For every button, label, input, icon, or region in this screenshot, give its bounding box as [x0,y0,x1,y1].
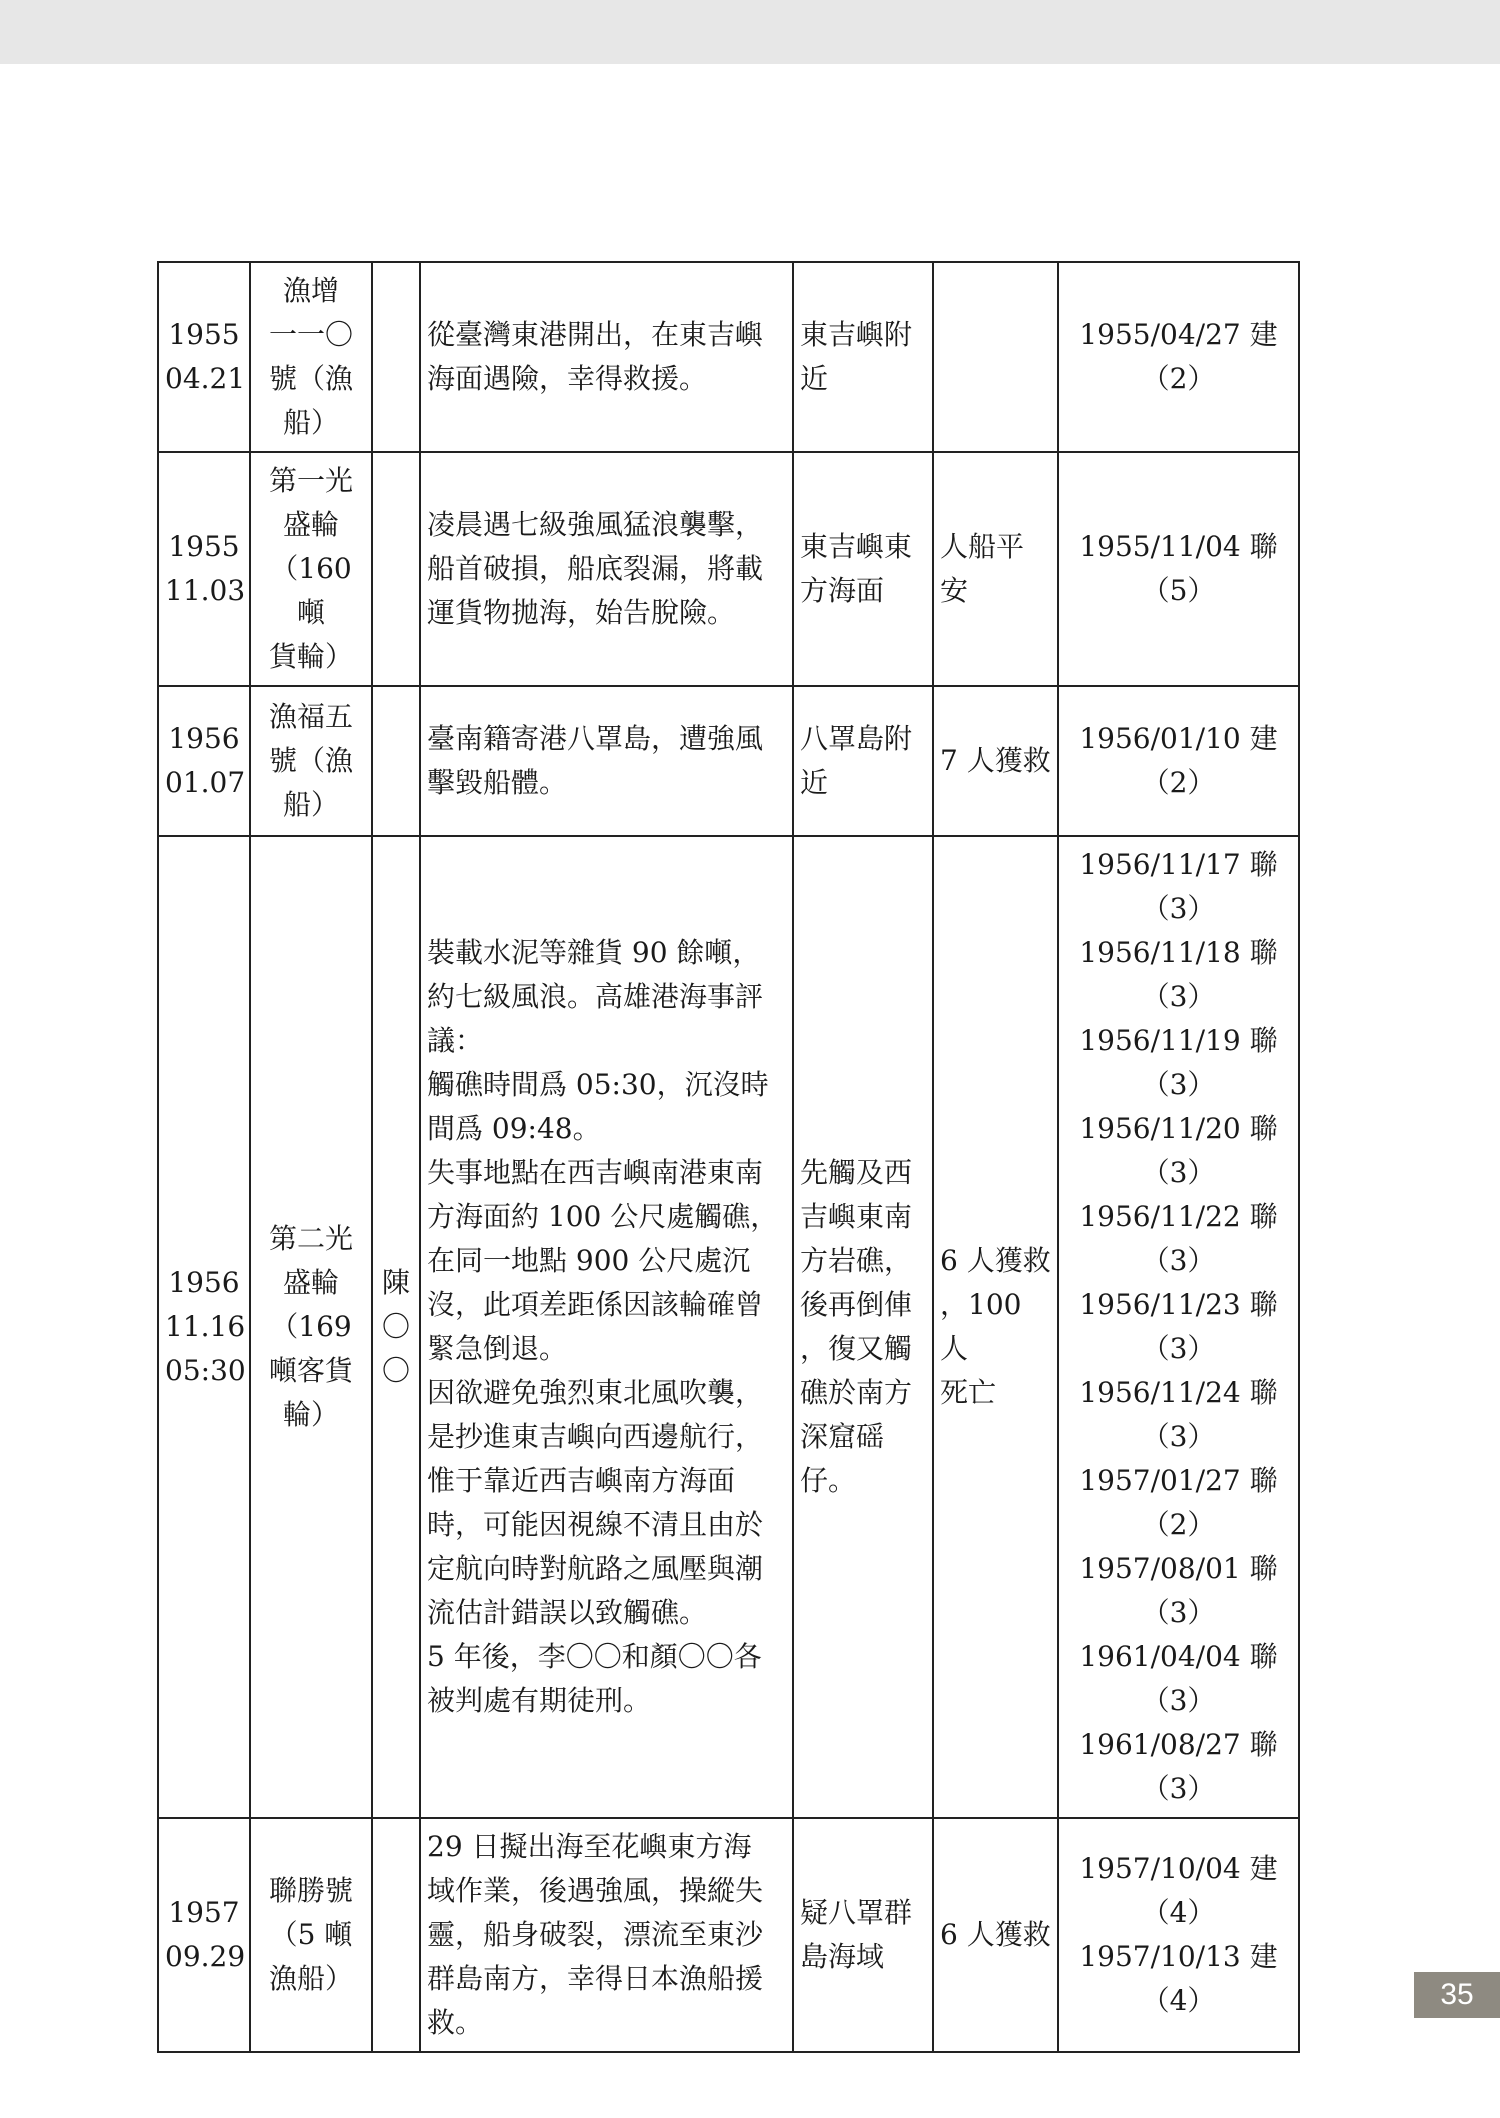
casualties-cell: 人船平 安 [933,452,1058,686]
person-cell [372,686,420,836]
location-cell: 東吉嶼東 方海面 [793,452,933,686]
ship-cell: 聯勝號 （5 噸 漁船） [250,1818,372,2052]
description-cell: 臺南籍寄港八罩島，遭強風 擊毀船體。 [420,686,793,836]
date-cell: 1957 09.29 [158,1818,250,2052]
table-row [158,686,1299,836]
location-cell: 八罩島附 近 [793,686,933,836]
description-cell: 裝載水泥等雜貨 90 餘噸， 約七級風浪。高雄港海事評 議： 觸礁時間爲 05:30，沉沒時 間爲 09:48。 失事地點在西吉嶼南港東南 方海面約 100 公尺處觸礁， 在同一地點 900 公尺處沉 沒，此項差距係因該輪確曾 緊急倒退。 因欲避免強烈東北風吹襲， 是抄進東吉嶼向西邊航行， 惟于靠近西吉嶼南方海面 時，可能因視線不清且由於 定航向時對航路之風壓與潮 流估計錯誤以致觸礁。 5 年後，李〇〇和顏〇〇各 被判處有期徒刑。 [420,836,793,1818]
ship-cell: 漁福五 號（漁 船） [250,686,372,836]
description-cell: 29 日擬出海至花嶼東方海 域作業，後遇強風，操縱失 靈，船身破裂，漂流至東沙 群島南方，幸得日本漁船援 救。 [420,1818,793,2052]
table-row [158,262,1299,452]
casualties-cell: 6 人獲救 [933,1818,1058,2052]
casualties-cell: 7 人獲救 [933,686,1058,836]
ship-cell: 第二光 盛輪 （169 噸客貨 輪） [250,836,372,1818]
person-cell [372,1818,420,2052]
ship-cell: 第一光 盛輪 （160 噸 貨輪） [250,452,372,686]
person-cell [372,262,420,452]
date-cell: 1955 04.21 [158,262,250,452]
person-cell: 陳 〇 〇 [372,836,420,1818]
ship-cell: 漁增 一一〇 號（漁 船） [250,262,372,452]
sources-cell: 1955/04/27 建（2） [1058,262,1299,452]
date-cell: 1955 11.03 [158,452,250,686]
table-row [158,1818,1299,2052]
shipwreck-records-table [157,261,1300,2053]
sources-cell: 1956/01/10 建（2） [1058,686,1299,836]
sources-cell: 1955/11/04 聯（5） [1058,452,1299,686]
date-cell: 1956 01.07 [158,686,250,836]
date-cell: 1956 11.16 05:30 [158,836,250,1818]
table-row [158,836,1299,1818]
location-cell: 東吉嶼附 近 [793,262,933,452]
location-cell: 先觸及西 吉嶼東南 方岩礁， 後再倒俥 ，復又觸 礁於南方 深窟磘 仔。 [793,836,933,1818]
casualties-cell [933,262,1058,452]
sources-cell: 1957/10/04 建（4） 1957/10/13 建（4） [1058,1818,1299,2052]
casualties-cell: 6 人獲救 ，100 人 死亡 [933,836,1058,1818]
person-cell [372,452,420,686]
location-cell: 疑八罩群 島海域 [793,1818,933,2052]
page-number: 35 [1414,1972,1500,2018]
description-cell: 凌晨遇七級強風猛浪襲擊， 船首破損，船底裂漏，將載 運貨物拋海，始告脫險。 [420,452,793,686]
sources-cell: 1956/11/17 聯（3） 1956/11/18 聯（3） 1956/11/19 聯（3） 1956/11/20 聯（3） 1956/11/22 聯（3） 1956/11/23 聯（3） 1956/11/24 聯（3） 1957/01/27 聯（2） 1957/08/01 聯（3） 1961/04/04 聯（3） 1961/08/27 聯（3） [1058,836,1299,1818]
description-cell: 從臺灣東港開出，在東吉嶼 海面遇險，幸得救援。 [420,262,793,452]
page-top-band [0,0,1500,64]
table-row [158,452,1299,686]
